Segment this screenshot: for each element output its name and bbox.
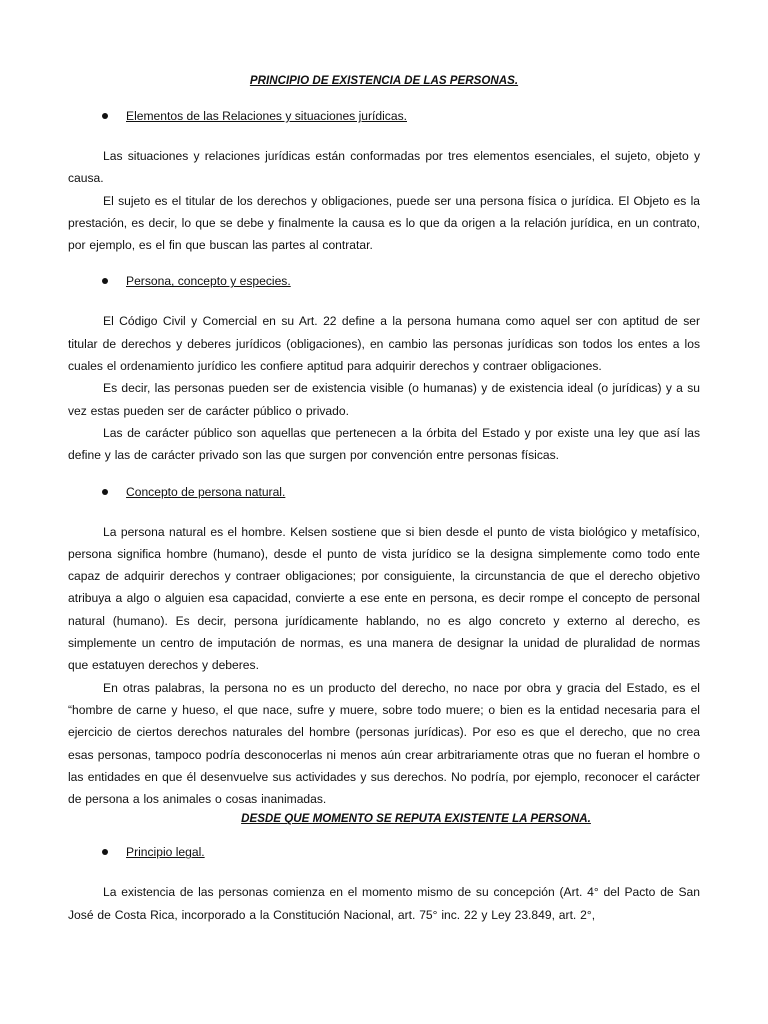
bullet-dot-icon [102, 113, 108, 119]
paragraph: La persona natural es el hombre. Kelsen sostiene que si bien desde el punto de vista biológico y metafísico, persona significa hombre (humano), desde el punto de vista jurídico se la designa simplemente como todo ente capaz de adquirir derechos y contraer obligaciones; por consiguiente, la circunstancia de que el derecho objetivo atribuya a algo o alguien esa capacidad, convierte a ese ente en persona, es decir rompe el concepto de personal natural (humano). Es decir, persona jurídicamente hablando, no es algo concreto y externo al derecho, es simplemente un centro de imputación de normas, es una manera de designar la unidad de pluralidad de normas que estatuyen derechos y deberes. [68, 524, 700, 673]
bullet-dot-icon [102, 849, 108, 855]
paragraph: La existencia de las personas comienza en el momento mismo de su concepción (Art. 4° del Pacto de San José de Costa Rica, incorporado a la Constitución Nacional, art. 75° inc. 22 y Ley 23.849, art. 2°, [68, 885, 700, 922]
section-subtitle: DESDE QUE MOMENTO SE REPUTA EXISTENTE LA PERSONA. [241, 812, 591, 826]
paragraph: El Código Civil y Comercial en su Art. 22 define a la persona humana como aquel ser con aptitud de ser titular de derechos y deberes jurídicos (obligaciones), en cambio las personas jurídicas son todos los entes a los cuales el ordenamiento jurídico les confiere aptitud para adquirir derechos y contraer obligaciones. [68, 314, 700, 374]
paragraph: En otras palabras, la persona no es un producto del derecho, no nace por obra y gracia del Estado, es el “hombre de carne y hueso, el que nace, sufre y muere, sobre todo muere; o bien es la entidad necesaria para el ejercicio de ciertos derechos naturales del hombre (personas jurídicas). Por eso es que el derecho, que no crea esas personas, tampoco podría desconocerlas ni menos aún crear arbitrariamente otras que no fueran el hombre o las entidades en que él desenvuelve sus actividades y sus derechos. No podría, por ejemplo, reconocer el carácter de persona a los animales o cosas inanimadas. [68, 680, 700, 807]
bullet-heading-elementos [68, 105, 700, 127]
bullet-heading-persona-natural [68, 481, 700, 503]
bullet-heading-text: Elementos de las Relaciones y situaciones jurídicas. [126, 109, 407, 123]
document-title: PRINCIPIO DE EXISTENCIA DE LAS PERSONAS. [249, 74, 519, 87]
paragraph: Las situaciones y relaciones jurídicas están conformadas por tres elementos esenciales, el sujeto, objeto y causa. [68, 149, 700, 186]
bullet-heading-text: Concepto de persona natural. [126, 484, 286, 499]
bullet-dot-icon [102, 278, 108, 284]
bullet-heading-text: Principio legal. [126, 845, 205, 860]
bullet-dot-icon [102, 489, 108, 495]
paragraph: Es decir, las personas pueden ser de existencia visible (o humanas) y de existencia ideal (o jurídicas) y a su vez estas pueden ser de carácter público o privado. [68, 381, 700, 418]
bullet-heading-principio-legal [68, 841, 700, 863]
bullet-heading-text: Persona, concepto y especies. [126, 274, 291, 289]
paragraph: Las de carácter público son aquellas que pertenecen a la órbita del Estado y por existe una ley que así las define y las de carácter privado son las que surgen por convención entre personas físicas. [68, 425, 700, 463]
paragraph: El sujeto es el titular de los derechos y obligaciones, puede ser una persona física o jurídica. El Objeto es la prestación, es decir, lo que se debe y finalmente la causa es lo que da origen a la relación jurídica, en un contrato, por ejemplo, es el fin que buscan las partes al contratar. [68, 193, 700, 253]
bullet-heading-persona [68, 270, 700, 292]
